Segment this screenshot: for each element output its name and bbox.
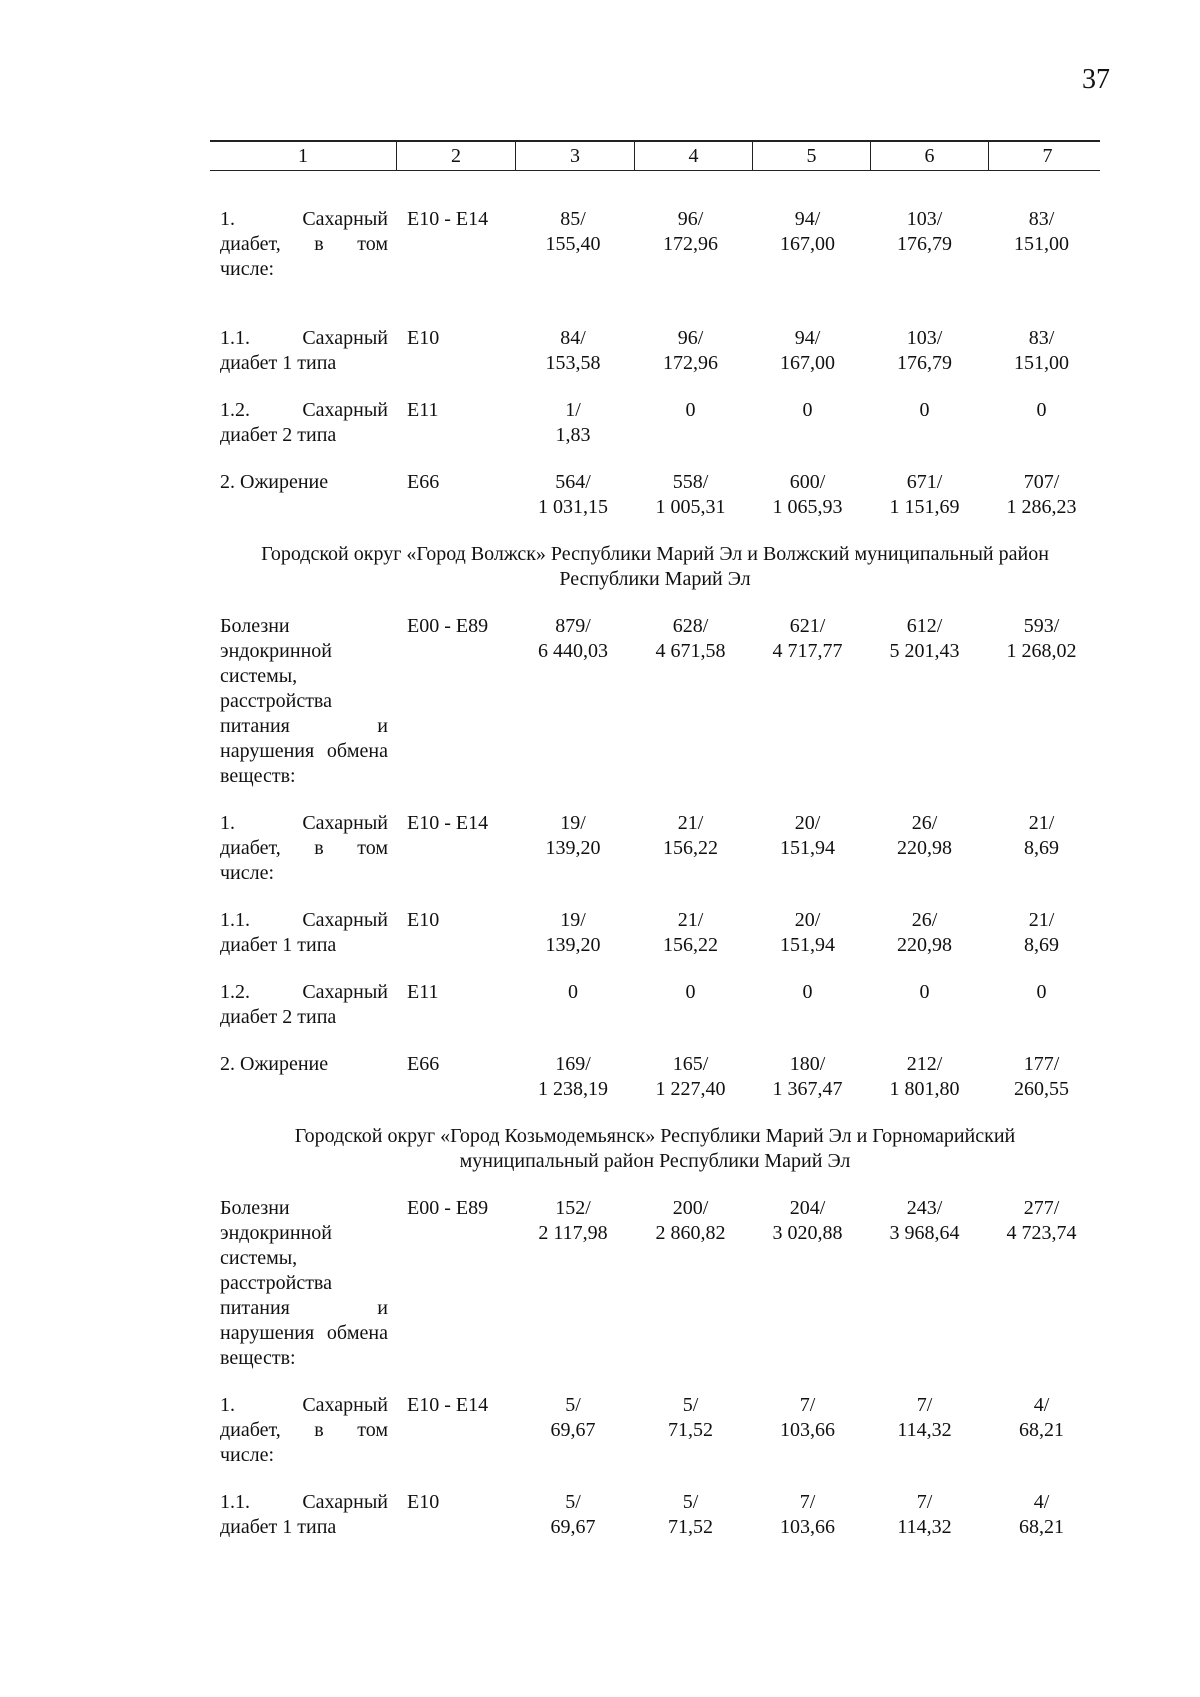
table-row: [210, 1196, 1100, 1371]
row-value: 707/ 1 286,23: [1006, 471, 1077, 518]
header-cell-5: 5: [753, 142, 871, 170]
table-row: [210, 470, 1100, 520]
header-cell-1: 1: [210, 142, 397, 170]
row-code: E11: [407, 981, 439, 1003]
row-value: 1/ 1,83: [555, 399, 591, 446]
table-header-row: [210, 140, 1100, 171]
row-value: 0: [685, 981, 696, 1003]
row-name: 1. Сахарный диабет, в том числе:: [220, 812, 388, 884]
row-value: 558/ 1 005,31: [655, 471, 726, 518]
row-code: E10: [407, 1491, 440, 1513]
table-row: [210, 980, 1100, 1030]
row-value: 94/ 167,00: [780, 327, 835, 374]
row-name: 1.1. Сахарный диабет 1 типа: [220, 909, 388, 956]
row-value: 5/ 69,67: [550, 1491, 596, 1538]
statistics-table: [210, 140, 1100, 1540]
row-value: 0: [919, 399, 930, 421]
row-value: 277/ 4 723,74: [1006, 1197, 1077, 1244]
row-name: 1.1. Сахарный диабет 1 типа: [220, 1491, 388, 1538]
row-code: E10: [407, 327, 440, 349]
header-cell-2: 2: [397, 142, 516, 170]
row-value: 879/ 6 440,03: [538, 615, 608, 662]
row-code: E10 - E14: [407, 812, 489, 834]
row-value: 21/ 8,69: [1024, 812, 1059, 859]
table-row: [210, 326, 1100, 376]
row-value: 4/ 68,21: [1019, 1394, 1064, 1441]
row-name: Болезни эндокринной системы, расстройства питания и нарушения обмена веществ:: [220, 615, 388, 787]
row-value: 5/ 69,67: [550, 1394, 596, 1441]
row-value: 26/ 220,98: [897, 812, 952, 859]
row-value: 83/ 151,00: [1014, 208, 1069, 255]
table-row: [210, 207, 1100, 282]
row-value: 243/ 3 968,64: [889, 1197, 960, 1244]
row-code: E10: [407, 909, 440, 931]
row-value: 621/ 4 717,77: [772, 615, 843, 662]
row-value: 103/ 176,79: [897, 208, 952, 255]
row-value: 0: [568, 981, 578, 1003]
row-value: 564/ 1 031,15: [538, 471, 608, 518]
row-value: 200/ 2 860,82: [655, 1197, 726, 1244]
row-code: E11: [407, 399, 439, 421]
row-value: 671/ 1 151,69: [889, 471, 960, 518]
row-value: 593/ 1 268,02: [1006, 615, 1077, 662]
row-name: 1.2. Сахарный диабет 2 типа: [220, 981, 388, 1028]
row-value: 5/ 71,52: [668, 1491, 713, 1538]
row-value: 84/ 153,58: [545, 327, 601, 374]
section-title: Городской округ «Город Козьмодемьянск» Республики Марий Эл и Горномарийский муниципальный район Республики Марий Эл: [294, 1125, 1016, 1172]
row-name: 1.1. Сахарный диабет 1 типа: [220, 327, 388, 374]
table-row: [210, 1393, 1100, 1468]
row-value: 7/ 103,66: [780, 1491, 835, 1538]
row-name: Болезни эндокринной системы, расстройства питания и нарушения обмена веществ:: [220, 1197, 388, 1369]
row-value: 94/ 167,00: [780, 208, 835, 255]
row-value: 0: [919, 981, 930, 1003]
row-value: 204/ 3 020,88: [772, 1197, 843, 1244]
row-value: 96/ 172,96: [663, 208, 718, 255]
row-value: 19/ 139,20: [545, 812, 601, 859]
row-name: 2. Ожирение: [220, 1053, 329, 1075]
row-value: 212/ 1 801,80: [889, 1053, 960, 1100]
row-value: 96/ 172,96: [663, 327, 718, 374]
table-row: [210, 1490, 1100, 1540]
row-name: 1. Сахарный диабет, в том числе:: [220, 208, 388, 280]
row-name: 1.2. Сахарный диабет 2 типа: [220, 399, 388, 446]
row-value: 19/ 139,20: [545, 909, 601, 956]
row-value: 152/ 2 117,98: [538, 1197, 608, 1244]
row-value: 0: [802, 399, 813, 421]
row-value: 21/ 156,22: [663, 812, 718, 859]
row-value: 21/ 8,69: [1024, 909, 1059, 956]
row-value: 7/ 103,66: [780, 1394, 835, 1441]
row-value: 600/ 1 065,93: [772, 471, 843, 518]
table-row: [210, 1052, 1100, 1102]
row-name: 2. Ожирение: [220, 471, 329, 493]
row-value: 180/ 1 367,47: [772, 1053, 843, 1100]
row-value: 169/ 1 238,19: [538, 1053, 608, 1100]
header-cell-3: 3: [516, 142, 635, 170]
row-value: 20/ 151,94: [780, 909, 835, 956]
row-value: 21/ 156,22: [663, 909, 718, 956]
row-value: 628/ 4 671,58: [655, 615, 726, 662]
row-value: 83/ 151,00: [1014, 327, 1069, 374]
row-value: 7/ 114,32: [897, 1394, 952, 1441]
table-row: [210, 398, 1100, 448]
header-cell-7: 7: [1042, 145, 1053, 167]
row-value: 0: [685, 399, 696, 421]
row-name: 1. Сахарный диабет, в том числе:: [220, 1394, 388, 1466]
row-code: E66: [407, 1053, 440, 1075]
row-value: 103/ 176,79: [897, 327, 952, 374]
table-row: [210, 811, 1100, 886]
row-code: E66: [407, 471, 440, 493]
row-value: 0: [1036, 399, 1047, 421]
section-title: Городской округ «Город Волжск» Республики Марий Эл и Волжский муниципальный район Республики Марий Эл: [261, 543, 1049, 590]
row-value: 26/ 220,98: [897, 909, 952, 956]
header-cell-6: 6: [871, 142, 989, 170]
row-code: E10 - E14: [407, 208, 489, 230]
row-value: 0: [1036, 981, 1047, 1003]
table-row: [210, 908, 1100, 958]
row-value: 85/ 155,40: [545, 208, 601, 255]
row-value: 4/ 68,21: [1019, 1491, 1064, 1538]
row-value: 612/ 5 201,43: [889, 615, 960, 662]
row-value: 0: [802, 981, 813, 1003]
row-code: E00 - E89: [407, 615, 489, 637]
row-code: E00 - E89: [407, 1197, 489, 1219]
table-row: [210, 614, 1100, 789]
row-value: 177/ 260,55: [1014, 1053, 1069, 1100]
row-value: 5/ 71,52: [668, 1394, 713, 1441]
row-value: 165/ 1 227,40: [655, 1053, 726, 1100]
row-value: 7/ 114,32: [897, 1491, 952, 1538]
row-code: E10 - E14: [407, 1394, 489, 1416]
header-cell-4: 4: [635, 142, 753, 170]
page-number: 37: [1082, 64, 1110, 95]
row-value: 20/ 151,94: [780, 812, 835, 859]
